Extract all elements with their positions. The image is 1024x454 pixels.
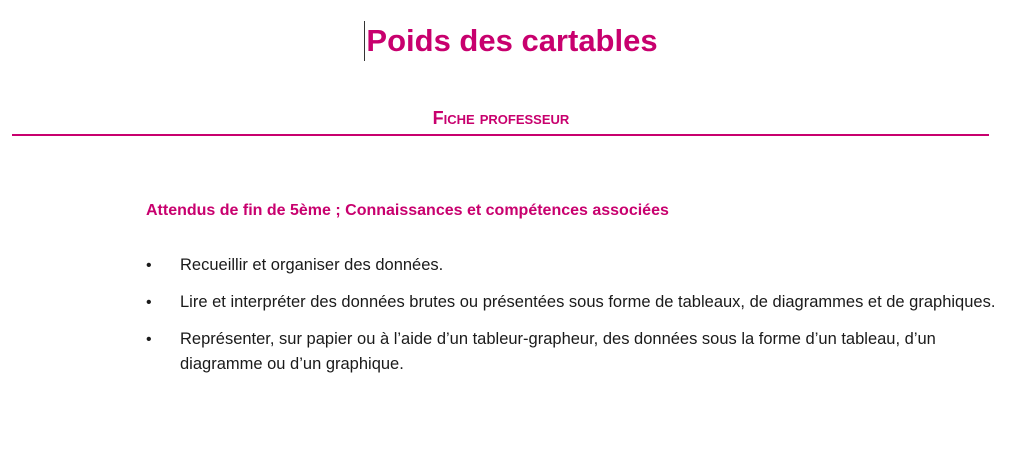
list-item [146, 327, 996, 377]
document-subtitle: Fiche professeur [432, 108, 570, 128]
document-title[interactable] [366, 20, 657, 62]
bullet-icon: • [146, 257, 152, 274]
list-item [146, 290, 996, 315]
document-title-block [0, 20, 1024, 62]
bullet-list [146, 253, 996, 389]
list-item-text: Lire et interpréter des données brutes ou présentées sous forme de tableaux, de diagrammes et de graphiques. [180, 293, 996, 311]
section-heading: Attendus de fin de 5ème ; Connaissances et compétences associées [146, 202, 669, 219]
document-title-text: Poids des cartables [366, 23, 658, 58]
bullet-icon: • [146, 331, 152, 348]
list-item-text: Représenter, sur papier ou à l’aide d’un tableur-grapheur, des données sous la forme d’un tableau, d’un diagramme ou d’un graphique. [180, 330, 936, 373]
text-cursor [364, 21, 365, 61]
list-item-text: Recueillir et organiser des données. [180, 256, 444, 274]
list-item [146, 253, 996, 278]
bullet-icon: • [146, 294, 152, 311]
horizontal-divider [12, 134, 989, 136]
